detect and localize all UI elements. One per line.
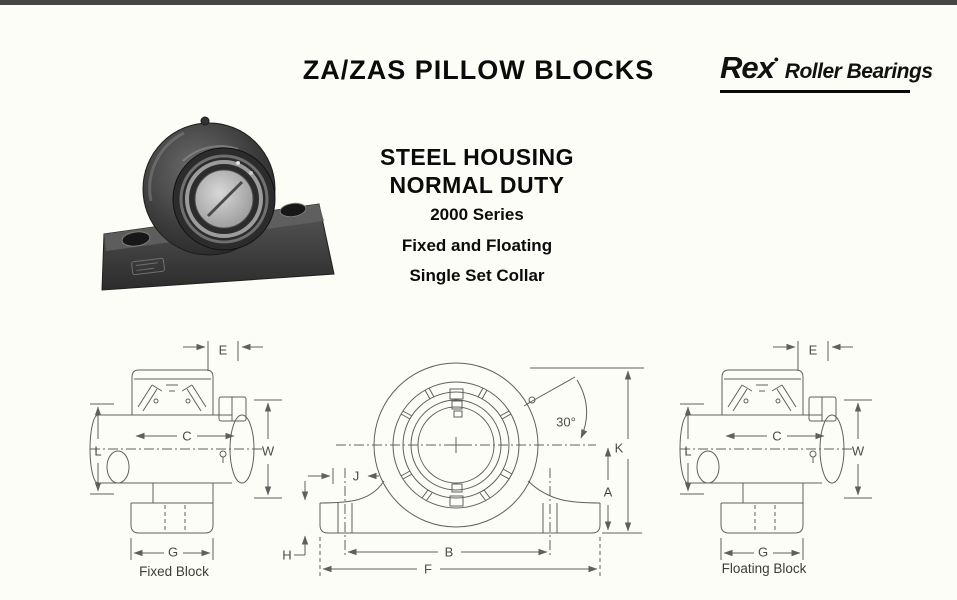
- brand-logo: [720, 50, 933, 93]
- front-grease-fitting: [524, 377, 575, 406]
- front-h-dimension: [294, 481, 305, 555]
- fixed-roller-elements: [138, 385, 206, 411]
- front-dim-j-label: J: [352, 468, 360, 484]
- front-f-dimension: [320, 537, 600, 577]
- fixed-housing-outline: [132, 370, 213, 415]
- front-dim-b-label: B: [444, 544, 454, 560]
- front-dim-h-label: H: [282, 547, 292, 563]
- floating-block-caption: Floating Block: [721, 561, 807, 576]
- brand-name: Rex: [720, 50, 774, 85]
- floating-housing-outline: [722, 370, 803, 415]
- top-border-bar: [0, 0, 957, 5]
- fixed-shaft-outline: [90, 415, 264, 503]
- feature-single-set-collar: Single Set Collar: [409, 266, 545, 285]
- floating-shaft-outline: [680, 415, 854, 503]
- floating-dim-g-label: G: [757, 544, 769, 560]
- fixed-dim-w-label: W: [261, 443, 275, 459]
- trademark-dot-icon: •: [773, 51, 779, 67]
- floating-dim-e-label: E: [808, 342, 818, 358]
- front-angle-arc: [577, 380, 587, 438]
- drawing-front-view: [278, 350, 660, 583]
- brand-tagline: Roller Bearings: [784, 60, 933, 83]
- floating-base-outline: [721, 503, 803, 533]
- floating-dim-l-label: L: [684, 443, 692, 459]
- drawing-fixed-block: [86, 333, 306, 583]
- fixed-dim-e-label: E: [218, 342, 228, 358]
- intro-text-block: [287, 143, 667, 286]
- photo-bearing-rings: [173, 148, 275, 250]
- feature-fixed-floating: Fixed and Floating: [401, 236, 553, 255]
- fixed-dim-c-label: C: [182, 428, 192, 444]
- front-dim-k-label: K: [614, 440, 624, 456]
- front-angle-label: 30°: [556, 414, 576, 430]
- fixed-block-caption: Fixed Block: [139, 564, 209, 579]
- front-dim-a-label: A: [603, 484, 613, 500]
- floating-roller-elements: [728, 385, 796, 411]
- front-base-outline: [320, 481, 642, 533]
- fixed-dim-l-label: L: [94, 443, 102, 459]
- heading-steel-housing: STEEL HOUSING: [380, 144, 574, 170]
- front-j-dimension: [308, 468, 379, 484]
- floating-dim-w-label: W: [851, 443, 865, 459]
- fixed-dim-g-label: G: [167, 544, 179, 560]
- heading-normal-duty: NORMAL DUTY: [389, 172, 565, 198]
- floating-dim-c-label: C: [772, 428, 782, 444]
- drawing-floating-block: [676, 333, 896, 583]
- page-title: ZA/ZAS PILLOW BLOCKS: [302, 55, 655, 85]
- fixed-base-outline: [131, 503, 213, 533]
- series-label: 2000 Series: [430, 205, 524, 224]
- front-dim-f-label: F: [424, 561, 432, 577]
